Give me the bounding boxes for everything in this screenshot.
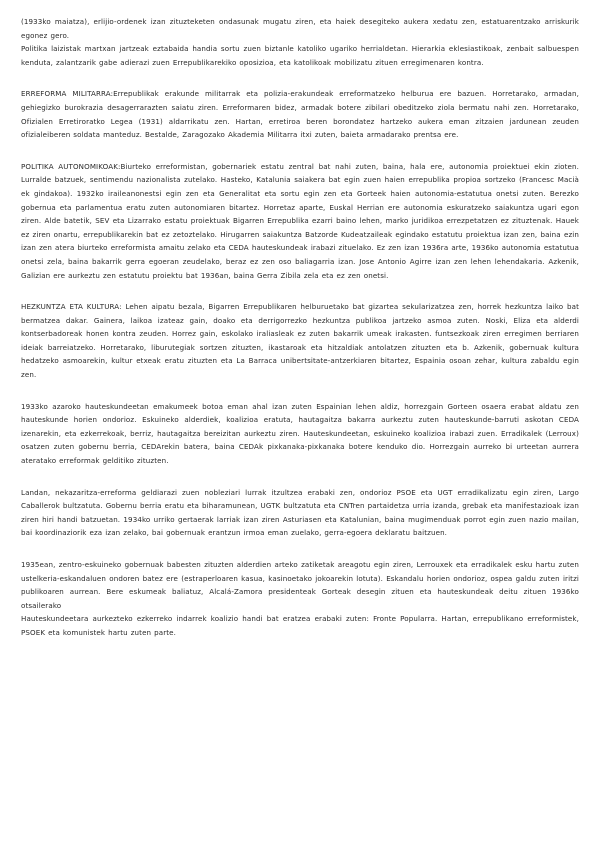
- paragraph-military-reform: [21, 87, 579, 141]
- paragraph-text: Landan, nekazaritza-erreforma geldiarazi zuen nobleziari lurrak itzultzea erabaki zen, ondorioz PSOE eta UGT erradikalizatu egin ziren, Largo Caballerok bultzatuta. Gobernu berria eratu eta biharamunean, UGTK bultzatuta eta CNTren partaidetza urria izanda, grebak eta manifestazioak izan ziren hiri handi batzuetan. 1934ko urriko gertaerak larriak izan ziren Asturiasen eta Katalunian, baina mugimenduak porrot egin zuen nazio mailan, bai koordinaziorik eza izan zelako, bai gobernuak erantzun irmoa eman zuelako, gerra-egoera deklaratu baitzuen.: [21, 487, 579, 538]
- paragraph-agrarian-reform: [21, 486, 579, 540]
- paragraph-text: 1935ean, zentro-eskuineko gobernuak babesten zituzten alderdien arteko zatiketak areagotu egin ziren, Lerrouxek eta erradikalek esku hartu zuten ustelkeria-eskandaluen ondoren batez ere (estraperloaren kasua, kasinoetako jokoarekin lotuta). Eskandalu horien ondorioz, ospea galdu zuten iritzi publikoaren aurrean. Bere eskumeak baliatuz, Alcalá-Zamora presidenteak Gorteak desegin zituen eta hauteskundeak deitu zituen 1936ko otsailerako: [21, 560, 579, 610]
- paragraph-1933-elections: [21, 400, 579, 468]
- paragraph-religious-orders: [21, 15, 579, 69]
- paragraph-text: ERREFORMA MILITARRA:Errepublikak erakunde militarrak eta polizia-erakundeak erreformatzeko helburua ere bazuen. Horretarako, armadan, gehiegizko burokrazia desagerrarazten saiatu ziren. Erreformaren bidez, armadak botere zibilari obeditzeko ziola bermatu nahi zen. Horretarako, Ofizialen Erretiroratko Legea (1931) aldarrikatu zen. Hartan, erretiroa beren borondatez hartzeko aukera eman zitzaien jardunean zeuden ofizialeiberen soldata manteduz. Bestalde, Zaragozako Akademia Militarra itxi zuten, baieta armadarako prentsa ere.: [21, 89, 579, 140]
- paragraph-text: POLITIKA AUTONOMIKOAK:Biurteko erreformistan, gobernariek estatu zentral bat nahi zuten, baina, hala ere, autonomia proiektuei ekin zioten. Lurralde batzuek, sentimendu nazionalista zutelako. Hasteko, Katalunia saiakera bat egin zuen haien errepublika propioa sortzeko (Francesc Macià ek gindakoa). 1932ko iraileanonestsi egin zen eta Generalitat eta sortu egin zen eta Gorteek haien autonomia-estatutua onetsi zuten. Berezko gobernua eta parlamentua eratu zuten autonomiaren bitartez. Horretaz aparte, Euskal Herrian ere autonomia eskuratzeko saiakuntza ugari egon ziren. Alde batetik, SEV eta Lizarrako estatu proiektuak Bigarren Errepublika ezarri baino lehen, marko juridikoa errezpetatzen ez zituztenak. Hauek ez ziren onartu, errepublikarekin bat ez zetoztelako. Hirugarren saiakuntza Batzorde Kudeatzaileak egindako estatutu proiektua izan zen, baina ezin izan zen atera biurteko erreformista amaitu zelako eta CEDA hauteskundeak irabazi zituelako. Ez zen izan 1936ra arte, 1936ko autonomia estatutua onetsi zela, baina bakarrik gerra egoeran zeudelako, beraz ez zen oso baliagarria izan. Jose Antonio Agirre izan zen lehen lehendakaria. Azkenik, Galizian ere aurkeztu zen estatutu proiektu bat 1936an, baina Gerra Zibila zela eta ez zen onetsi.: [21, 161, 579, 280]
- paragraph-text: HEZKUNTZA ETA KULTURA: Lehen aipatu bezala, Bigarren Errepublikaren helburuetako bat gizartea sekularizatzea zen, horrek hezkuntza laiko bat bermatzea dakar. Gainera, laikoa izateaz gain, doako eta derrigorrezko hezkuntza publikoa jartzeko asmoa zuten. Noski, Eliza eta alderdi kontserbadoreak honen kontra zeuden. Horrez gain, eskolako iraliasleak ez zuten bakarrik umeak irakasten. funtsezkoak ziren erregimen berriaren ideiak barreiatzeko. Horretarako, liburutegiak sortzen zituzten, ikastaroak eta hitzaldiak antolatzen zituzten eta b. Azkenik, gobernuak kultura hedatzeko asmoarekin, kultur etxeak eratu zituzten eta La Barraca unibertsitate-antzerkiaren bitartez, Espainia osoan zehar, kultura zabaldu egin zen.: [21, 302, 579, 380]
- paragraph-text: (1933ko maiatza), erlijio-ordenek izan zituzteketen ondasunak mugatu ziren, eta haiek desegiteko aukera xedatu zen, estatuarentzako arriskurik egonez gero. Politika laizistak martxan jartzeak eztabaida handia sortu zuen biztanle katoliko ugariko herrialdetan. Hierarkia eklesiastikoak, zenbait salbuespen kenduta, zalantzarik gabe adierazi zuen Errepublikarekiko oposizioa, eta katolikoak mobilizatu zituen erregimenaren kontra.: [21, 17, 579, 67]
- paragraph-text: 1933ko azaroko hauteskundeetan emakumeek botoa eman ahal izan zuten Espainian lehen aldiz, horrezgain Gorteen osaera erabat aldatu zen hauteskunde horien ondorioz. Eskuineko alderdiek, koalizioa eratuta, hautagaitza bakarra aurkeztu zuten hauteskunde-barruti askotan CEDA izenarekin, eta ezkerrekoak, berriz, hautagaitza bereizitan aurkeztu ziren. Hauteskundeetan, eskuineko koalizioa irabazi zuen. Erradikalek (Lerroux) osatzen zuten gobernu berria, CEDArekin batera, baina CEDAk pixkanaka-pixkanaka botere kenduko dio. Horrezgain aurreko bi urteetan aurrera ateratako erreformak gelditiko zituzten.: [21, 401, 579, 466]
- paragraph-continuation: Hauteskundeetara aurkezteko ezkerreko indarrek koalizio handi bat eratzea erabaki zuten: Fronte Popularra. Hartan, errepublikano erreformistek, PSOEK eta komunistek hartu zuten parte.: [21, 614, 579, 637]
- paragraph-1935-crisis: [21, 558, 579, 640]
- paragraph-education-culture: [21, 300, 579, 382]
- paragraph-autonomy-policies: [21, 160, 579, 282]
